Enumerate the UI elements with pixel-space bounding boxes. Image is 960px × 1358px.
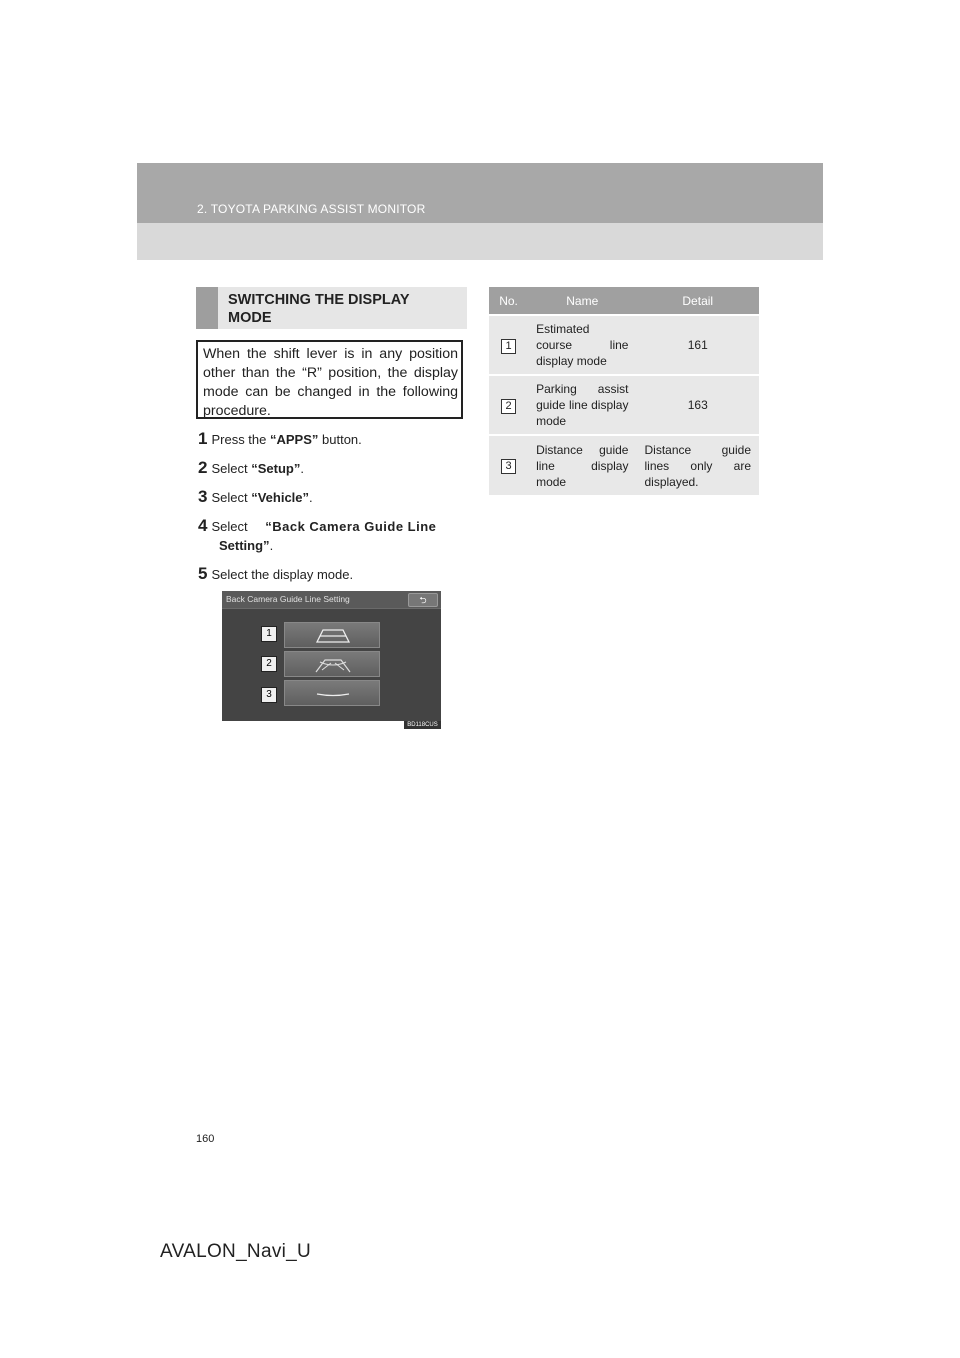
back-arrow-icon: ⮌ <box>419 595 427 605</box>
step-number: 2 <box>198 458 208 477</box>
step-2 <box>198 458 304 478</box>
step-text: button. <box>318 432 362 447</box>
step-text: Select the display mode. <box>211 567 354 582</box>
option-label-3: 3 <box>261 687 277 703</box>
column-header-detail: Detail <box>636 287 759 315</box>
step-text: Select <box>211 519 252 534</box>
parking-assist-guide-line-option[interactable] <box>284 651 380 677</box>
row-detail: Distance guide lines only are displayed. <box>636 435 759 495</box>
table-row <box>489 315 759 375</box>
step-text: . <box>269 538 274 553</box>
distance-line-icon <box>285 681 381 707</box>
step-1 <box>198 429 362 449</box>
heading-accent-bar <box>196 287 218 329</box>
option-label-1: 1 <box>261 626 277 642</box>
step-number: 4 <box>198 516 208 535</box>
guide-line-icon <box>285 652 381 678</box>
step-number: 5 <box>198 564 208 583</box>
row-detail: 161 <box>636 315 759 375</box>
step-text: . <box>309 490 313 505</box>
course-line-icon <box>285 623 381 649</box>
row-number: 1 <box>501 339 516 354</box>
section-heading <box>196 287 467 329</box>
step-5 <box>198 564 353 584</box>
step-text: Select <box>211 490 252 505</box>
row-number-cell <box>489 315 528 375</box>
step-number: 1 <box>198 429 208 448</box>
step-4-continued <box>219 538 273 553</box>
back-button[interactable] <box>408 593 438 607</box>
table-row <box>489 435 759 495</box>
estimated-course-line-option[interactable] <box>284 622 380 648</box>
option-label-2: 2 <box>261 656 277 672</box>
step-text: . <box>300 461 304 476</box>
table-header-row <box>489 287 759 315</box>
distance-guide-line-option[interactable] <box>284 680 380 706</box>
section-heading-text: SWITCHING THE DISPLAY MODE <box>228 292 410 326</box>
table-row <box>489 375 759 435</box>
step-keyword: “Setup” <box>251 461 301 476</box>
row-number-cell <box>489 375 528 435</box>
screen-illustration <box>222 591 441 721</box>
row-name: Parking assist guide line display mode <box>528 375 636 435</box>
row-name: Estimated course line display mode <box>528 315 636 375</box>
step-text: Select <box>211 461 252 476</box>
step-keyword: “Back Camera Guide Line <box>265 519 437 534</box>
document-footer: AVALON_Navi_U <box>160 1241 312 1262</box>
step-text: Press the <box>211 432 270 447</box>
row-name: Distance guide line display mode <box>528 435 636 495</box>
display-mode-table <box>489 287 759 495</box>
step-keyword: “Vehicle” <box>251 490 310 505</box>
column-header-name: Name <box>528 287 636 315</box>
figure-code: BD118CUS <box>404 721 441 729</box>
intro-box: When the shift lever is in any position other than the “R” position, the display mode can be changed in the following procedure. <box>196 340 463 419</box>
row-number: 3 <box>501 459 516 474</box>
page-number: 160 <box>196 1133 215 1145</box>
section-title: 2. TOYOTA PARKING ASSIST MONITOR <box>197 202 426 216</box>
step-keyword: Setting” <box>219 538 270 553</box>
row-detail: 163 <box>636 375 759 435</box>
row-number: 2 <box>501 399 516 414</box>
step-3 <box>198 487 313 507</box>
row-number-cell <box>489 435 528 495</box>
page-header <box>137 163 823 260</box>
screen-title: Back Camera Guide Line Setting <box>226 594 350 604</box>
step-keyword: “APPS” <box>270 432 319 447</box>
step-4 <box>198 516 466 536</box>
step-number: 3 <box>198 487 208 506</box>
column-header-no: No. <box>489 287 528 315</box>
